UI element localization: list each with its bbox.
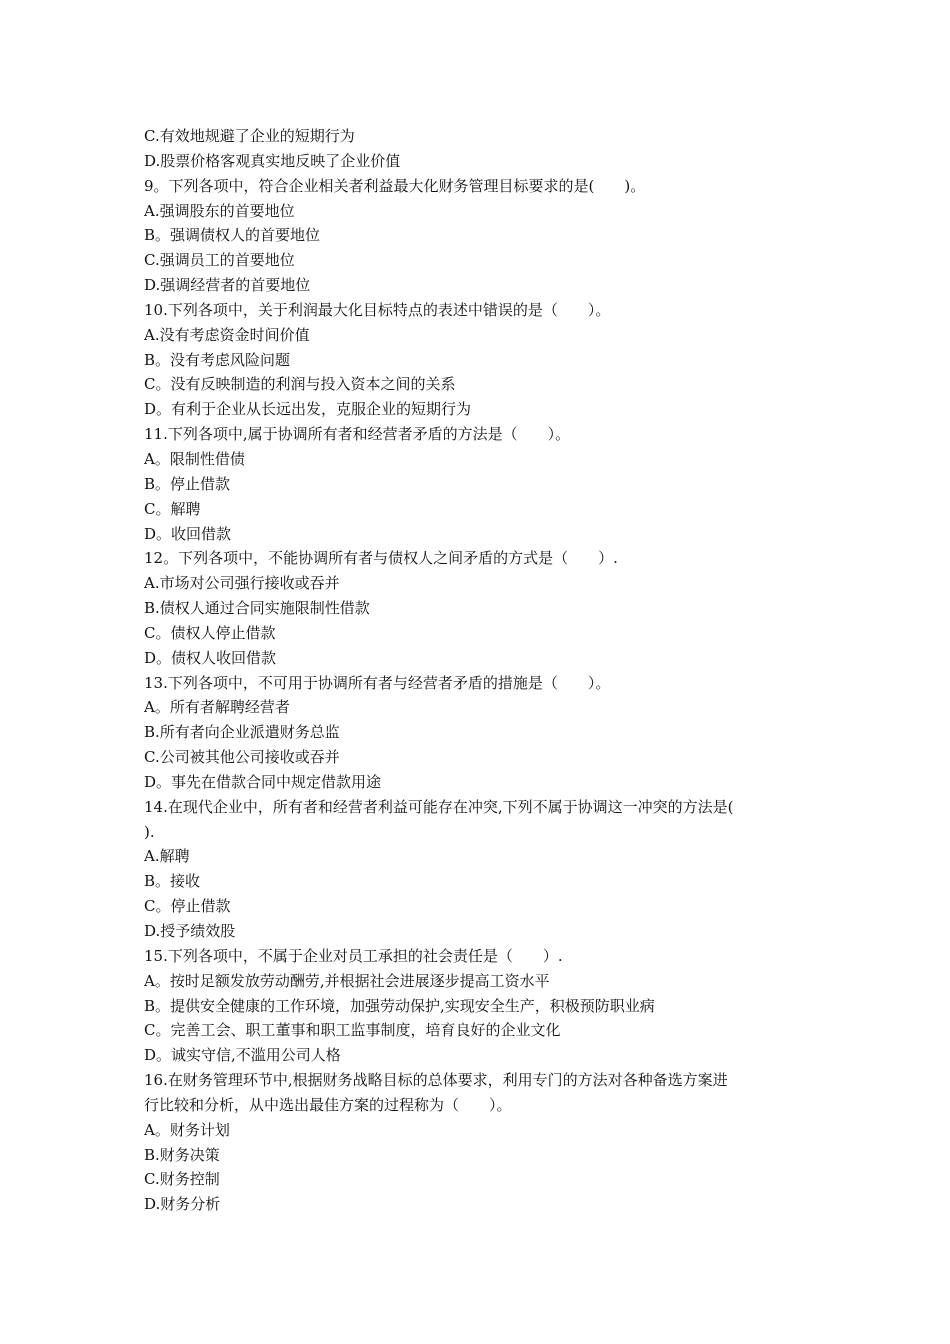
- question-16-continued: 行比较和分析，从中选出最佳方案的过程称为（ ）。: [144, 1095, 512, 1114]
- question-14-continued: ).: [144, 822, 155, 841]
- q9-option-b: B。强调债权人的首要地位: [144, 226, 321, 245]
- q16-option-b: B.财务决策: [144, 1145, 220, 1164]
- q15-option-a: A。按时足额发放劳动酬劳,并根据社会进展逐步提高工资水平: [144, 971, 550, 990]
- q14-option-b: B。接收: [144, 872, 201, 891]
- q10-option-b: B。没有考虑风险问题: [144, 350, 291, 369]
- q12-option-d: D。债权人收回借款: [144, 648, 277, 667]
- q11-option-a: A。限制性借债: [144, 449, 245, 468]
- q14-option-c: C。停止借款: [144, 897, 231, 916]
- question-13: 13.下列各项中，不可用于协调所有者与经营者矛盾的措施是（ ）。: [144, 673, 611, 692]
- q15-option-b: B。提供安全健康的工作环境，加强劳动保护,实现安全生产，积极预防职业病: [144, 996, 655, 1015]
- question-16: 16.在财务管理环节中,根据财务战略目标的总体要求，利用专门的方法对各种备选方案进: [144, 1071, 728, 1090]
- q16-option-c: C.财务控制: [144, 1170, 220, 1189]
- q13-option-b: B.所有者向企业派遣财务总监: [144, 723, 340, 742]
- q13-option-c: C.公司被其他公司接收或吞并: [144, 748, 340, 767]
- question-9: 9。下列各项中，符合企业相关者利益最大化财务管理目标要求的是( )。: [144, 176, 646, 195]
- q12-option-c: C。债权人停止借款: [144, 623, 276, 642]
- q11-option-d: D。收回借款: [144, 524, 232, 543]
- q14-option-d: D.授予绩效股: [144, 922, 236, 940]
- option-d-line: D.股票价格客观真实地反映了企业价值: [144, 151, 401, 170]
- q15-option-d: D。诚实守信,不滥用公司人格: [144, 1046, 341, 1065]
- question-12: 12。下列各项中，不能协调所有者与债权人之间矛盾的方式是（ ）.: [144, 549, 618, 568]
- q9-option-a: A.强调股东的首要地位: [144, 201, 295, 220]
- q11-option-b: B。停止借款: [144, 474, 231, 493]
- q9-option-c: C.强调员工的首要地位: [144, 251, 295, 270]
- q15-option-c: C。完善工会、职工董事和职工监事制度，培育良好的企业文化: [144, 1021, 561, 1040]
- q9-option-d: D.强调经营者的首要地位: [144, 276, 311, 295]
- question-14: 14.在现代企业中，所有者和经营者利益可能存在冲突,下列不属于协调这一冲突的方法是(: [144, 797, 734, 816]
- document-page: [144, 124, 814, 1217]
- q14-option-a: A.解聘: [144, 847, 190, 866]
- q10-option-d: D。有利于企业从长远出发，克服企业的短期行为: [144, 400, 472, 419]
- question-10: 10.下列各项中，关于利润最大化目标特点的表述中错误的是（ ）。: [144, 300, 611, 319]
- q10-option-a: A.没有考虑资金时间价值: [144, 325, 310, 344]
- q10-option-c: C。没有反映制造的利润与投入资本之间的关系: [144, 375, 456, 394]
- q13-option-d: D。事先在借款合同中规定借款用途: [144, 772, 382, 791]
- option-c-line: C.有效地规避了企业的短期行为: [144, 127, 355, 145]
- q12-option-b: B.债权人通过合同实施限制性借款: [144, 599, 370, 618]
- q12-option-a: A.市场对公司强行接收或吞并: [144, 574, 340, 593]
- question-15: 15.下列各项中，不属于企业对员工承担的社会责任是（ ）.: [144, 946, 563, 965]
- q11-option-c: C。解聘: [144, 499, 201, 518]
- q13-option-a: A。所有者解聘经营者: [144, 698, 290, 717]
- question-11: 11.下列各项中,属于协调所有者和经营者矛盾的方法是（ ）。: [144, 425, 571, 444]
- q16-option-a: A。财务计划: [144, 1120, 230, 1139]
- q16-option-d: D.财务分析: [144, 1195, 221, 1214]
